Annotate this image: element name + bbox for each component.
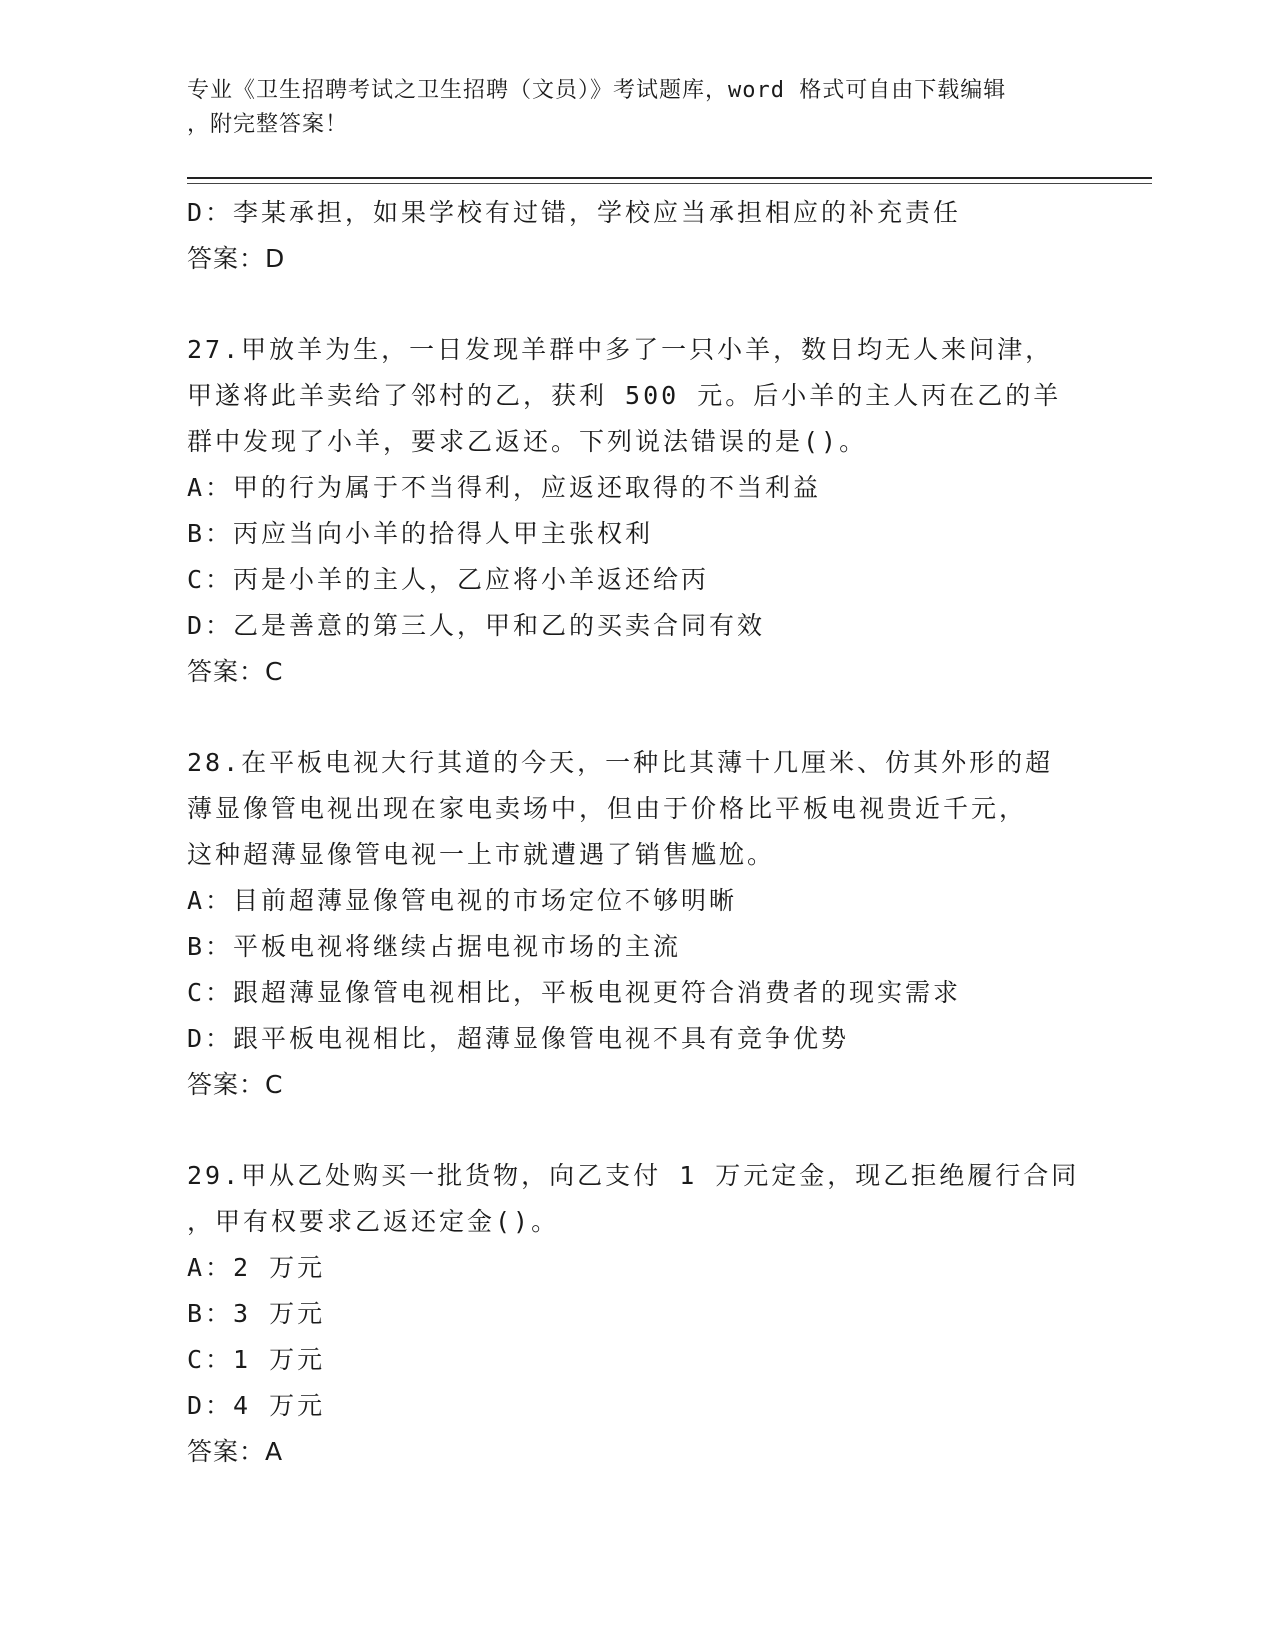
option-a: A：2 万元: [187, 1253, 326, 1282]
question-stem-line: ，甲有权要求乙返还定金()。: [187, 1207, 560, 1236]
option-c: C：1 万元: [187, 1345, 326, 1374]
option-c: C：跟超薄显像管电视相比，平板电视更符合消费者的现实需求: [187, 978, 962, 1007]
question-27: [187, 327, 1087, 695]
header-line-1: 专业《卫生招聘考试之卫生招聘（文员）》考试题库，word 格式可自由下载编辑: [187, 78, 1007, 103]
option-c: C：丙是小羊的主人，乙应将小羊返还给丙: [187, 565, 710, 594]
answer-line: 答案：A: [187, 1437, 284, 1466]
option-a: A：甲的行为属于不当得利，应返还取得的不当利益: [187, 473, 822, 502]
option-d: D：乙是善意的第三人，甲和乙的买卖合同有效: [187, 611, 766, 640]
option-b: B：3 万元: [187, 1299, 326, 1328]
answer-line: 答案：C: [187, 657, 284, 686]
question-stem-line: 27.甲放羊为生，一日发现羊群中多了一只小羊，数日均无人来问津，: [187, 335, 1054, 364]
option-b: B：丙应当向小羊的拾得人甲主张权利: [187, 519, 654, 548]
answer-line: 答案：D: [187, 244, 286, 273]
option-d: D：4 万元: [187, 1391, 326, 1420]
question-stem-line: 群中发现了小羊，要求乙返还。下列说法错误的是()。: [187, 427, 868, 456]
option-a: A：目前超薄显像管电视的市场定位不够明晰: [187, 886, 738, 915]
question-stem-line: 28.在平板电视大行其道的今天，一种比其薄十几厘米、仿其外形的超: [187, 748, 1054, 777]
option-b: B：平板电视将继续占据电视市场的主流: [187, 932, 682, 961]
previous-question: [187, 190, 1087, 282]
option-d: D：跟平板电视相比，超薄显像管电视不具有竞争优势: [187, 1024, 850, 1053]
header-divider-thick: [187, 177, 1152, 179]
header-line-2: ，附完整答案！: [187, 112, 349, 137]
question-stem-line: 甲遂将此羊卖给了邻村的乙，获利 500 元。后小羊的主人丙在乙的羊: [187, 381, 1062, 410]
question-29: [187, 1153, 1087, 1475]
question-stem-line: 29.甲从乙处购买一批货物，向乙支付 1 万元定金，现乙拒绝履行合同: [187, 1161, 1080, 1190]
question-stem-line: 这种超薄显像管电视一上市就遭遇了销售尴尬。: [187, 840, 776, 869]
document-header: [187, 74, 1067, 142]
answer-line: 答案：C: [187, 1070, 284, 1099]
option-d: D：李某承担，如果学校有过错，学校应当承担相应的补充责任: [187, 198, 962, 227]
question-28: [187, 740, 1087, 1108]
question-stem-line: 薄显像管电视出现在家电卖场中，但由于价格比平板电视贵近千元，: [187, 794, 1028, 823]
question-content: [187, 190, 1087, 1475]
header-divider-thin: [187, 183, 1152, 184]
